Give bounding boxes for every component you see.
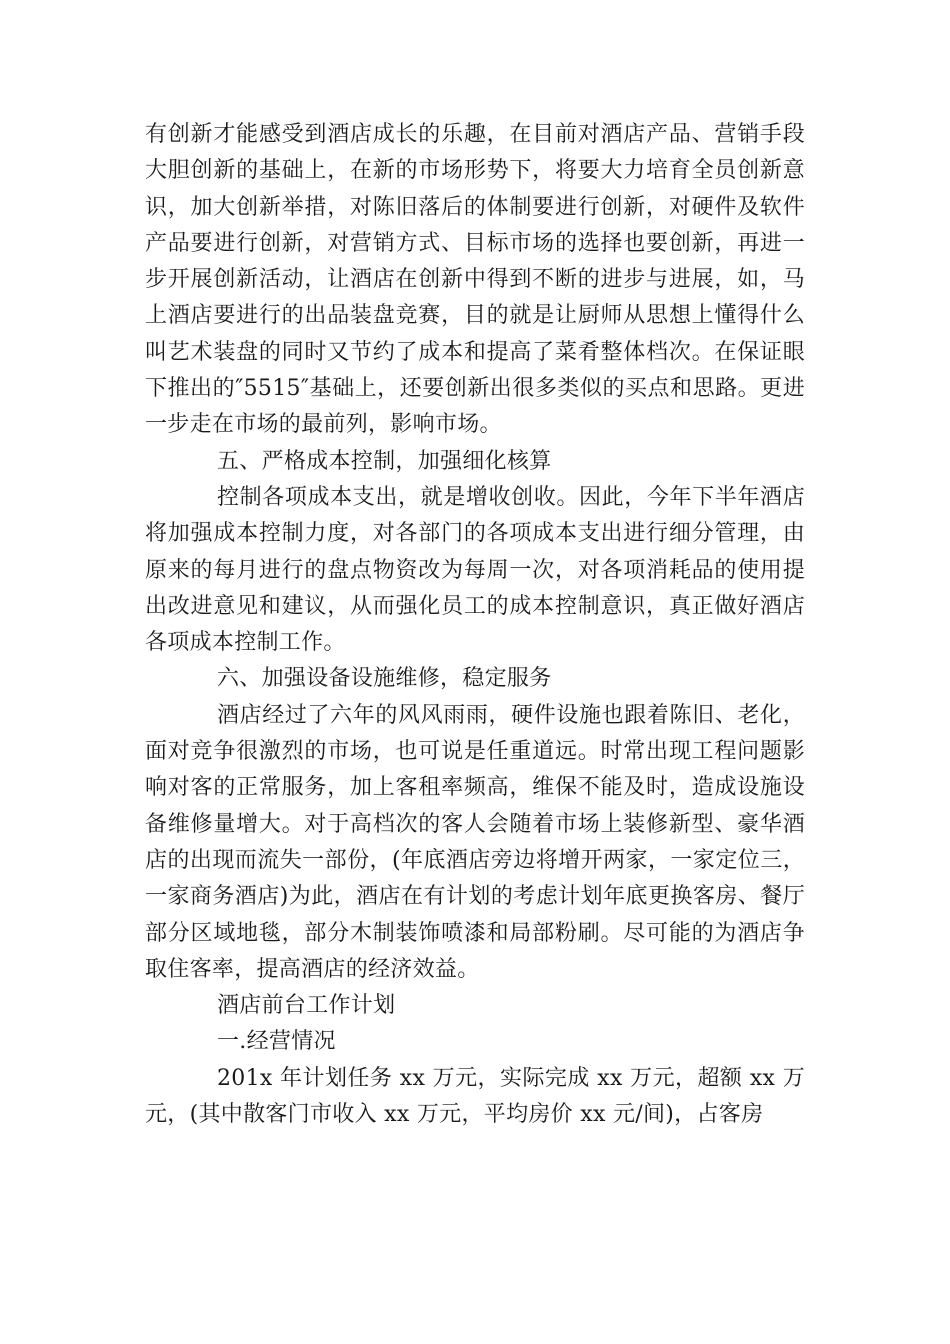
document-subtitle: 酒店前台工作计划 [217, 993, 396, 1019]
document-body [145, 117, 805, 1133]
section-heading-operations: 一.经营情况 [217, 1029, 336, 1055]
paragraph-innovation: 有创新才能感受到酒店成长的乐趣，在目前对酒店产品、营销手段大胆创新的基础上，在新的市场形势下，将要大力培育全员创新意识，加大创新举措，对陈旧落后的体制要进行创新，对硬件及软件产品要进行创新，对营销方式、目标市场的选择也要创新，再进一步开展创新活动，让酒店在创新中得到不断的进步与进展，如，马上酒店要进行的出品装盘竞赛，目的就是让厨师从思想上懂得什么叫艺术装盘的同时又节约了成本和提高了菜肴整体档次。在保证眼下推出的″5515″基础上，还要创新出很多类似的买点和思路。更进一步走在市场的最前列，影响市场。 [145, 122, 805, 438]
section-heading-cost-control: 五、严格成本控制，加强细化核算 [217, 448, 552, 474]
paragraph-operations: 201x 年计划任务 xx 万元，实际完成 xx 万元，超额 xx 万元，(其中散客门市收入 xx 万元，平均房价 xx 元/间)，占客房 [145, 1065, 805, 1128]
paragraph-cost-control: 控制各项成本支出，就是增收创收。因此，今年下半年酒店将加强成本控制力度，对各部门的各项成本支出进行细分管理，由原来的每月进行的盘点物资改为每周一次，对各项消耗品的使用提出改进意见和建议，从而强化员工的成本控制意识，真正做好酒店各项成本控制工作。 [145, 484, 805, 656]
section-heading-maintenance: 六、加强设备设施维修，稳定服务 [217, 666, 552, 692]
paragraph-maintenance: 酒店经过了六年的风风雨雨，硬件设施也跟着陈旧、老化，面对竞争很激烈的市场，也可说是任重道远。时常出现工程问题影响对客的正常服务，加上客租率频高，维保不能及时，造成设施设备维修量增大。对于高档次的客人会随着市场上装修新型、豪华酒店的出现而流失一部份，(年底酒店旁边将增开两家，一家定位三，一家商务酒店)为此，酒店在有计划的考虑计划年底更换客房、餐厅部分区域地毯，部分木制装饰喷漆和局部粉刷。尽可能的为酒店争取住客率，提高酒店的经济效益。 [145, 702, 805, 982]
